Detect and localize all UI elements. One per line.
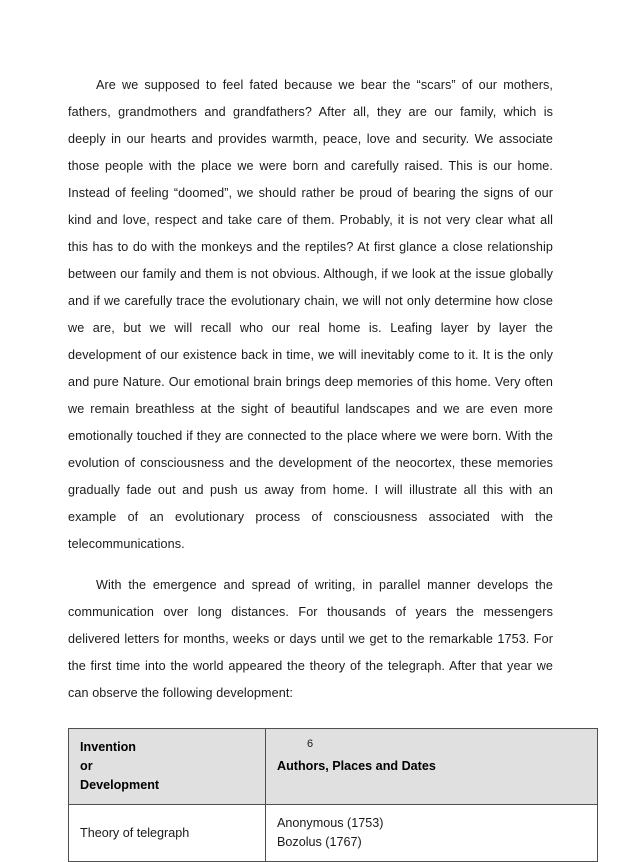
header-line-development: Development <box>80 778 160 792</box>
page-number: 6 <box>306 738 314 750</box>
table-body <box>69 805 598 862</box>
table-row <box>69 805 598 862</box>
table-cell-invention: Theory of telegraph <box>69 805 266 862</box>
paragraph-1: Are we supposed to feel fated because we bear the “scars” of our mothers, fathers, grandmothers and grandfathers? After all, they are our family, which is deeply in our hearts and provides warmth, peace, love and security. We associate those people with the place we were born and carefully raised. This is our home. Instead of feeling “doomed”, we should rather be proud of bearing the signs of our kind and love, respect and take care of them. Probably, it is not very clear what all this has to do with the monkeys and the reptiles? At first glance a close relationship between our family and them is not obvious. Although, if we look at the issue globally and if we carefully trace the evolutionary chain, we will not only determine how close we are, but we will recall who our real home is. Leafing layer by layer the development of our existence back in time, we will inevitably come to it. It is the only and pure Nature. Our emotional brain brings deep memories of this home. Very often we remain breathless at the sight of beautiful landscapes and we are even more emotionally touched if they are connected to the place where we were born. With the evolution of consciousness and the development of the neocortex, these memories gradually fade out and push us away from home. I will illustrate all this with an example of an evolutionary process of consciousness associated with the telecommunications. <box>68 78 553 551</box>
table-cell-authors <box>266 805 598 862</box>
header-line-or: or <box>80 759 93 773</box>
paragraph-2: With the emergence and spread of writing, in parallel manner develops the communication over long distances. For thousands of years the messengers delivered letters for months, weeks or days until we get to the remarkable 1753. For the first time into the world appeared the theory of the telegraph. After that year we can observe the following development: <box>68 578 553 700</box>
author-entry-anonymous: Anonymous (1753) <box>277 816 384 830</box>
table-header-cell-authors: Authors, Places and Dates <box>266 729 598 805</box>
author-entry-bozolus: Bozolus (1767) <box>277 835 362 849</box>
header-line-invention: Invention <box>80 740 136 754</box>
